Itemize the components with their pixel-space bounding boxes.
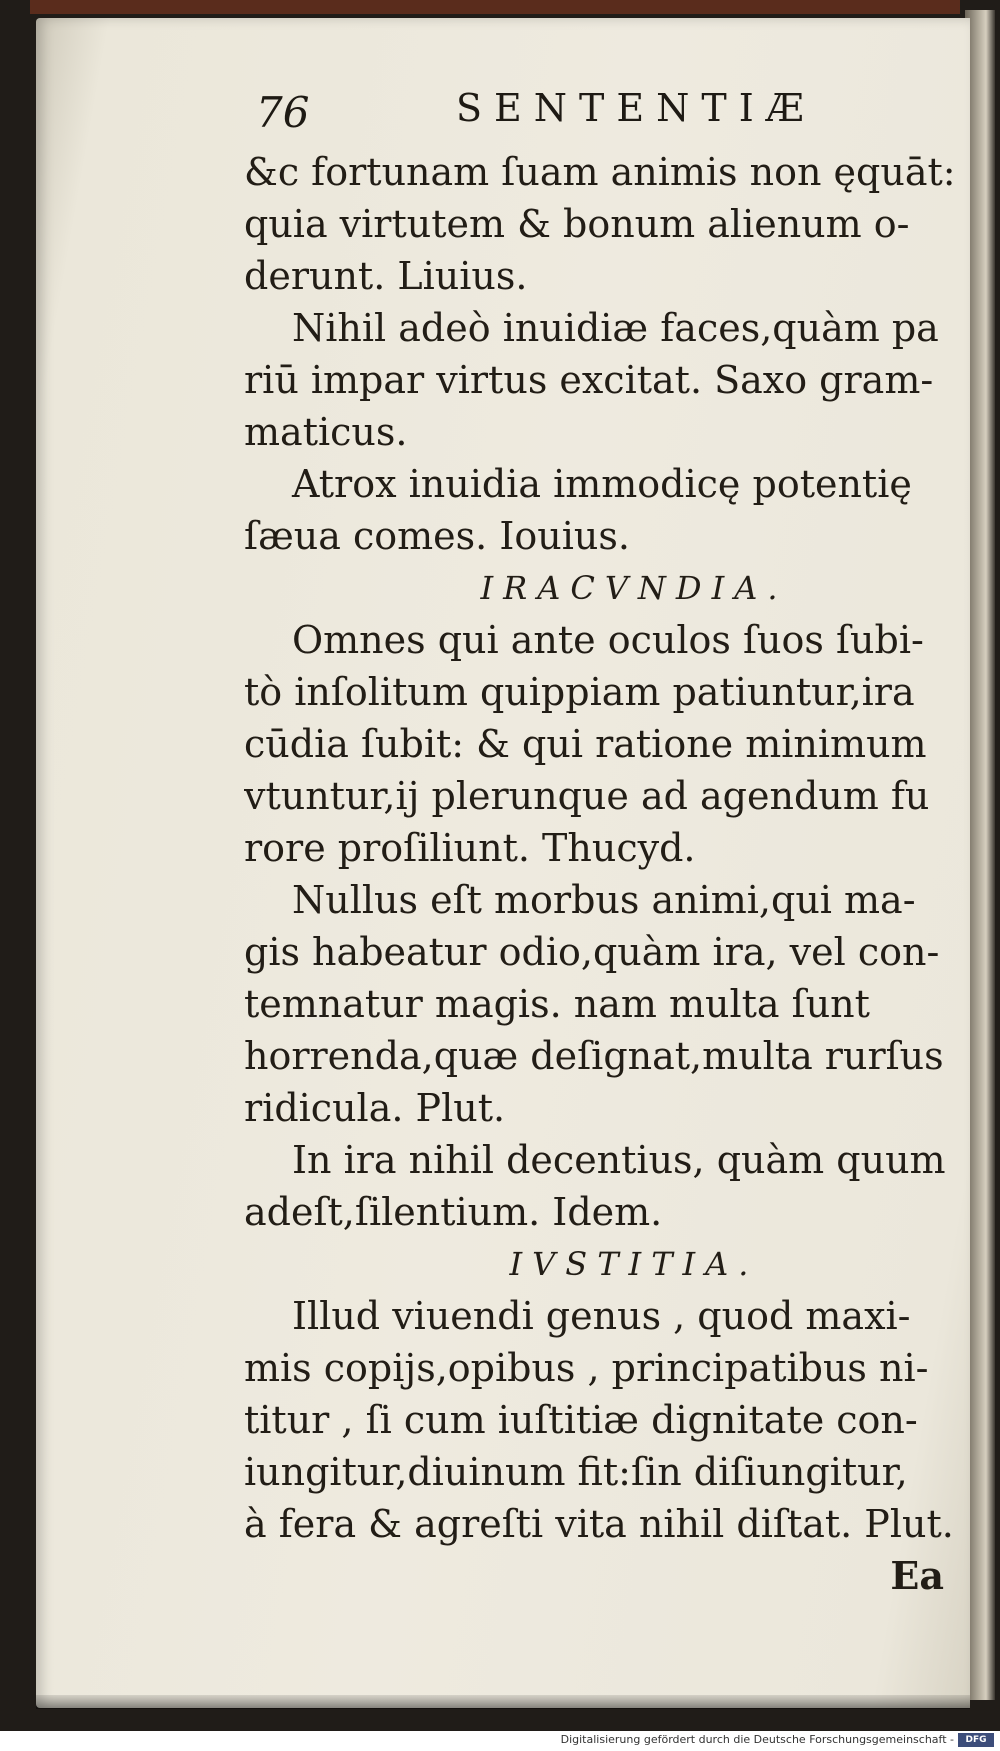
body-text: [244, 146, 984, 1602]
section-heading-iustitia: IVSTITIA.: [509, 1245, 759, 1283]
text-line: horrenda,quæ deſignat,multa rurſus: [244, 1034, 944, 1078]
text-line: ridicula. Plut.: [244, 1086, 506, 1130]
page-bottom-shadow: [36, 1695, 970, 1709]
dfg-logo-icon: DFG: [958, 1733, 994, 1747]
text-line: Nihil adeò inuidiæ faces,quàm pa: [292, 306, 939, 350]
catchword: Ea: [890, 1553, 944, 1598]
text-line: Atrox inuidia immodicę potentię: [292, 462, 912, 506]
text-line: temnatur magis. nam multa ſunt: [244, 982, 870, 1026]
text-line: &c fortunam ſuam animis non ęquāt:: [244, 150, 956, 194]
text-line: cūdia ſubit: & qui ratione minimum: [244, 722, 927, 766]
page-number: 76: [256, 88, 310, 137]
text-line: ſæua comes. Iouius.: [244, 514, 630, 558]
footer-bar: [0, 1731, 1000, 1751]
text-line: quia virtutem & bonum alienum o-: [244, 202, 910, 246]
text-line: titur , ſi cum iuſtitiæ dignitate con-: [244, 1398, 918, 1442]
text-line: adeſt,ſilentium. Idem.: [244, 1190, 663, 1234]
text-line: Illud viuendi genus , quod maxi-: [292, 1294, 911, 1338]
text-line: vtuntur,ij plerunque ad agendum fu: [244, 774, 930, 818]
page-header: [36, 80, 970, 140]
text-line: riū impar virtus excitat. Saxo gram-: [244, 358, 934, 402]
text-line: derunt. Liuius.: [244, 254, 528, 298]
text-line: mis copijs,opibus , principatibus ni-: [244, 1346, 929, 1390]
text-line: Omnes qui ante oculos ſuos ſubi-: [292, 618, 924, 662]
text-line: à fera & agreſti vita nihil diſtat. Plut.: [244, 1502, 954, 1546]
text-line: rore proſiliunt. Thucyd.: [244, 826, 696, 870]
book-top-edge: [30, 0, 960, 14]
text-line: gis habeatur odio,quàm ira, vel con-: [244, 930, 940, 974]
section-heading-iracundia: IRACVNDIA.: [480, 569, 788, 607]
footer-credit: Digitalisierung gefördert durch die Deutsche Forschungsgemeinschaft -: [560, 1733, 954, 1746]
running-title: SENTENTIÆ: [456, 86, 816, 130]
text-line: In ira nihil decentius, quàm quum: [292, 1138, 946, 1182]
text-line: iungitur,diuinum fit:ſin diſiungitur,: [244, 1450, 908, 1494]
text-line: maticus.: [244, 410, 408, 454]
book-page: [36, 18, 970, 1708]
text-line: Nullus eſt morbus animi,qui ma-: [292, 878, 916, 922]
text-line: tò inſolitum quippiam patiuntur,ira: [244, 670, 915, 714]
